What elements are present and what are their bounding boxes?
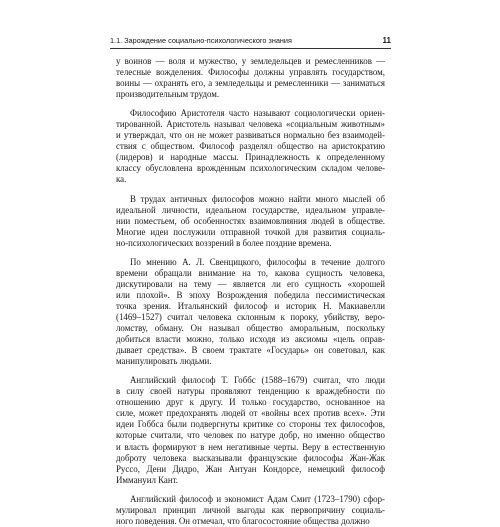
paragraph-gap bbox=[116, 186, 385, 194]
text-line: или плохой». В эпоху Возрождения победила пессимистическая bbox=[116, 289, 385, 300]
running-header bbox=[110, 33, 391, 49]
paragraph bbox=[116, 494, 385, 527]
paragraph bbox=[116, 108, 385, 185]
text-line: добиться власти можно, только исходя из аксиомы «цель оправ- bbox=[116, 334, 385, 345]
text-line: Философию Аристотеля часто называют социологически ориен- bbox=[130, 108, 385, 119]
text-line: (1469–1527) считал человека склонным к пороку, убийству, веро- bbox=[116, 311, 385, 322]
running-header-title: 1.1. Зарождение социально-психологического знания bbox=[110, 36, 292, 45]
text-line: дискутировали на тему — является ли его сущность «хорошей bbox=[116, 278, 385, 289]
paragraph-gap bbox=[116, 100, 385, 108]
text-line: воины — охранять его, а земледельцы и ремесленники — заниматься bbox=[116, 78, 385, 89]
text-line: Многие идеи послужили отправной точкой для развития социаль- bbox=[116, 226, 385, 237]
paragraph bbox=[116, 257, 385, 367]
text-line: ствия с обществом. Философ разделял общество на аристократию bbox=[116, 141, 385, 152]
text-line: тированной. Аристотель называл человека «социальным животным» bbox=[116, 119, 385, 130]
text-line: Руссо, Дени Дидро, Жан Антуан Кондорсе, немецкий философ bbox=[116, 463, 385, 474]
text-line: Иммануил Кант. bbox=[116, 474, 179, 485]
paragraph bbox=[116, 194, 385, 249]
text-line: По мнению А. Л. Свенцицкого, философы в течение долгого bbox=[130, 256, 385, 267]
paragraph-gap bbox=[116, 367, 385, 375]
page-number: 11 bbox=[382, 36, 391, 45]
text-line: классу обусловлена врожденным психологическим складом челове- bbox=[116, 163, 385, 174]
text-line: идеальной личности, идеальном государстве, идеальном управле- bbox=[116, 204, 385, 215]
text-line: которые считали, что человек по натуре добр, но именно общество bbox=[116, 430, 385, 441]
text-line: ка. bbox=[116, 174, 127, 185]
text-line: и власть формируют в нем негативные черты. Веру в естественную bbox=[116, 441, 385, 452]
text-line: точка зрения. Итальянский философ и историк Н. Макиавелли bbox=[116, 300, 385, 311]
text-line: Английский философ Т. Гоббс (1588–1679) считал, что люди bbox=[130, 375, 385, 386]
text-line: Английский философ и экономист Адам Смит (1723–1790) сфор- bbox=[130, 493, 385, 504]
header-rule bbox=[110, 48, 391, 49]
paragraph-gap bbox=[116, 249, 385, 257]
text-line: и утверждал, что он не может развиваться нормально без взаимодей- bbox=[116, 130, 385, 141]
text-line: дывает средства». В своем трактате «Государь» он советовал, как bbox=[116, 345, 385, 356]
text-line: идеи Гоббса были подвергнуты критике со стороны тех философов, bbox=[116, 419, 385, 430]
text-line: но-психологических воззрений в более поздние времена. bbox=[116, 237, 332, 248]
text-line: мулировал принцип личной выгоды как первопричину социаль- bbox=[116, 504, 385, 515]
text-line: нии поместьем, об особенностях взаимовлияния людей в обществе. bbox=[116, 215, 385, 226]
text-line: времени обращали внимание на то, какова сущность человека, bbox=[116, 267, 385, 278]
text-line: ного поведения. Он отмечал, что благосостояние общества должно bbox=[116, 515, 370, 526]
text-line: ломству, обману. Он называл общество аморальным, поскольку bbox=[116, 323, 385, 334]
paragraph bbox=[116, 375, 385, 485]
text-line: (лидеров) и народные массы. Принадлежность к определенному bbox=[116, 152, 385, 163]
text-line: силе, может предохранять людей от «войны всех против всех». Эти bbox=[116, 408, 385, 419]
text-line: у воинов — воля и мужество, у земледельцев и ремесленников — bbox=[116, 56, 385, 66]
text-line: в силу своей натуры проявляют тенденцию к враждебности по bbox=[116, 386, 385, 397]
paragraph bbox=[116, 56, 385, 100]
text-line: телесные вожделения. Философы должны управлять государством, bbox=[116, 67, 385, 78]
text-line: доброту человека высказывали французские философы Жан-Жак bbox=[116, 452, 385, 463]
text-line: манипулировать людьми. bbox=[116, 356, 212, 367]
body-text bbox=[116, 56, 385, 527]
text-line: В трудах античных философов можно найти много мыслей об bbox=[130, 193, 385, 204]
text-line: отношению друг к другу. И только государство, основанное на bbox=[116, 397, 385, 408]
text-line: производительным трудом. bbox=[116, 89, 220, 100]
paragraph-gap bbox=[116, 486, 385, 494]
